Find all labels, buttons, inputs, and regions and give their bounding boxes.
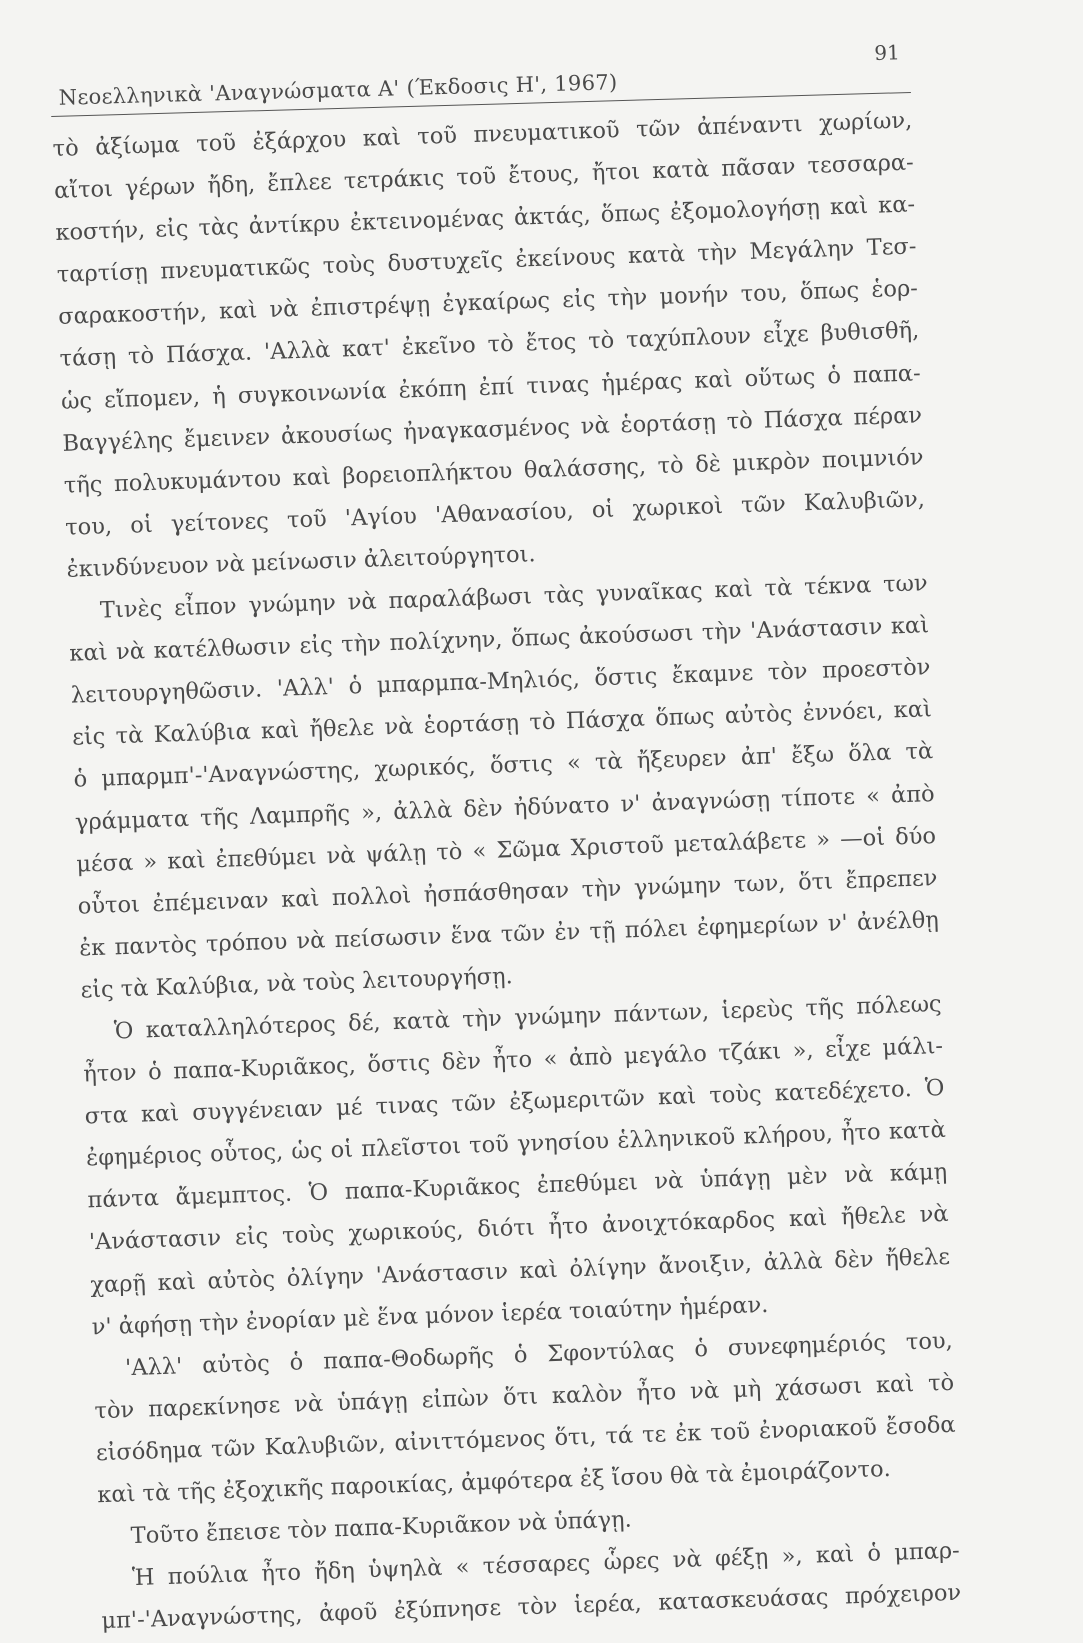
text-line: Τινὲς εἶπον γνώμην νὰ παραλάβωσι τὰς γυναῖκας καὶ τὰ τέκνα των xyxy=(99,570,929,624)
text-line: χαρῇ καὶ αὐτὸς ὀλίγην 'Ανάστασιν καὶ ὀλίγην ἄνοιξιν, ἀλλὰ δὲν ἤθελε xyxy=(89,1243,951,1298)
text-line: πάντα ἄμεμπτος. Ὁ παπα-Κυριᾶκος ἐπεθύμει νὰ ὑπάγῃ μὲν νὰ κάμῃ xyxy=(87,1159,948,1214)
text-line: ἐκ παντὸς τρόπου νὰ πείσωσιν ἕνα τῶν ἐν τῇ πόλει ἐφημερίων ν' ἀνέλθῃ xyxy=(78,906,940,962)
text-line: στα καὶ συγγένειαν μέ τινας τῶν ἐξωμεριτῶν καὶ τοὺς κατεδέχετο. Ὁ xyxy=(84,1075,945,1130)
text-line: Ἡ πούλια ἦτο ἤδη ὑψηλὰ « τέσσαρες ὧρες νὰ φέξῃ », καὶ ὁ μπαρ- xyxy=(131,1537,961,1592)
text-line: αἴτοι γέρων ἤδη, ἔπλεε τετράκις τοῦ ἔτους, ἤτοι κατὰ πᾶσαν τεσσαρα- xyxy=(53,149,915,205)
text-line: καὶ νὰ κατέλθωσιν εἰς τὴν πολίχνην, ὅπως ἀκούσωσι τὴν 'Ανάστασιν καὶ xyxy=(69,612,930,667)
text-line: του, οἱ γείτονες τοῦ 'Αγίου 'Αθανασίου, οἱ χωρικοὶ τῶν Καλυβιῶν, xyxy=(64,486,926,541)
page-number: 91 xyxy=(874,40,901,65)
text-line: τὸ ἀξίωμα τοῦ ἐξάρχου καὶ τοῦ πνευματικοῦ τῶν ἀπέναντι χωρίων, xyxy=(52,107,913,162)
text-line: γράμματα τῆς Λαμπρῆς », ἀλλὰ δὲν ἠδύνατο ν' ἀναγνώσῃ τίποτε « ἀπὸ xyxy=(74,780,935,836)
text-line: τάσῃ τὸ Πάσχα. 'Αλλὰ κατ' ἐκεῖνο τὸ ἔτος τὸ ταχύπλουν εἶχε βυθισθῆ, xyxy=(59,317,920,373)
text-line: Τοῦτο ἔπεισε τὸν παπα-Κυριᾶκον νὰ ὑπάγῃ. xyxy=(130,1506,633,1550)
text-line: τὸν παρεκίνησε νὰ ὑπάγῃ εἰπὼν ὅτι καλὸν ἦτο νὰ μὴ χάσωσι καὶ τὸ xyxy=(94,1369,955,1425)
text-line: 'Αλλ' αὐτὸς ὁ παπα-Θοδωρῆς ὁ Σφοντύλας ὁ συνεφημέριός του, xyxy=(124,1327,954,1381)
text-line: τῆς πολυκυμάντου καὶ βορειοπλήκτου θαλάσσης, τὸ δὲ μικρὸν ποιμνιόν xyxy=(63,444,924,499)
text-line: εἰσόδημα τῶν Καλυβιῶν, αἰνιττόμενος ὅτι, τά τε ἐκ τοῦ ἐνοριακοῦ ἔσοδα xyxy=(95,1411,956,1467)
text-line: σαρακοστήν, καὶ νὰ ἐπιστρέψῃ ἐγκαίρως εἰς τὴν μονήν του, ὅπως ἑορ- xyxy=(57,275,919,331)
text-line: Ὁ καταλληλότερος δέ, κατὰ τὴν γνώμην πάντων, ἱερεὺς τῆς πόλεως xyxy=(113,990,942,1045)
text-line: ἐφημέριος οὗτος, ὡς οἱ πλεῖστοι τοῦ γνησίου ἑλληνικοῦ κλήρου, ἦτο κατὰ xyxy=(85,1117,947,1172)
text-line: Βαγγέλης ἔμεινεν ἀκουσίως ἠναγκασμένος νὰ ἑορτάσῃ τὸ Πάσχα πέραν xyxy=(62,401,923,457)
text-line: ν' ἀφήσῃ τὴν ἐνορίαν μὲ ἕνα μόνον ἱερέα τοιαύτην ἡμέραν. xyxy=(91,1291,769,1340)
text-line: κοστήν, εἰς τὰς ἀντίκρυ ἐκτεινομένας ἀκτάς, ὅπως ἐξομολογήσῃ καὶ κα- xyxy=(55,191,916,247)
text-line: οὗτοι ἐπέμειναν καὶ πολλοὶ ἠσπάσθησαν τὴν γνώμην των, ὅτι ἔπρεπεν xyxy=(77,864,938,920)
text-line: μπ'-'Αναγνώστης, ἀφοῦ ἐξύπνησε τὸν ἱερέα, κατασκευάσας πρόχειρον xyxy=(101,1579,962,1635)
text-line: εἰς τὰ Καλύβια καὶ ἤθελε νὰ ἑορτάσῃ τὸ Πάσχα ὅπως αὐτὸς ἐννόει, καὶ xyxy=(71,696,933,751)
text-line: 'Ανάστασιν εἰς τοὺς χωρικούς, διότι ἦτο ἀνοιχτόκαρδος καὶ ἤθελε νὰ xyxy=(88,1201,949,1256)
text-line: εἰς τὰ Καλύβια, νὰ τοὺς λειτουργήσῃ. xyxy=(80,963,514,1004)
text-line: ταρτίσῃ πνευματικῶς τοὺς δυστυχεῖς ἐκείνους κατὰ τὴν Μεγάλην Τεσ- xyxy=(56,233,917,289)
book-title: Νεοελληνικὰ 'Αναγνώσματα Α' (Έκδοσις Η', 1967) xyxy=(58,70,618,110)
running-header xyxy=(50,40,901,112)
text-line: καὶ τὰ τῆς ἐξοχικῆς παροικίας, ἀμφότερα ἐξ ἴσου θὰ τὰ ἐμοιράζοντο. xyxy=(96,1455,892,1509)
text-line: λειτουργηθῶσιν. 'Αλλ' ὁ μπαρμπα-Μηλιός, ὅστις ἔκαμνε τὸν προεστὸν xyxy=(70,654,931,709)
text-line: ὁ μπαρμπ'-'Αναγνώστης, χωρικός, ὅστις « τὰ ἤξευρεν ἀπ' ἔξω ὅλα τὰ xyxy=(73,738,934,794)
body-text xyxy=(52,99,962,1642)
text-line: μέσα » καὶ ἐπεθύμει νὰ ψάλῃ τὸ « Σῶμα Χριστοῦ μεταλάβετε » —οἱ δύο xyxy=(75,822,937,878)
text-line: ἦτον ὁ παπα-Κυριᾶκος, ὅστις δὲν ἦτο « ἀπὸ μεγάλο τζάκι », εἶχε μάλι- xyxy=(82,1033,944,1088)
text-line: ἐκινδύνευον νὰ μείνωσιν ἀλειτούργητοι. xyxy=(66,541,536,583)
text-line: ὡς εἴπομεν, ἡ συγκοινωνία ἐκόπη ἐπί τινας ἡμέρας καὶ οὕτως ὁ παπα- xyxy=(60,359,922,415)
